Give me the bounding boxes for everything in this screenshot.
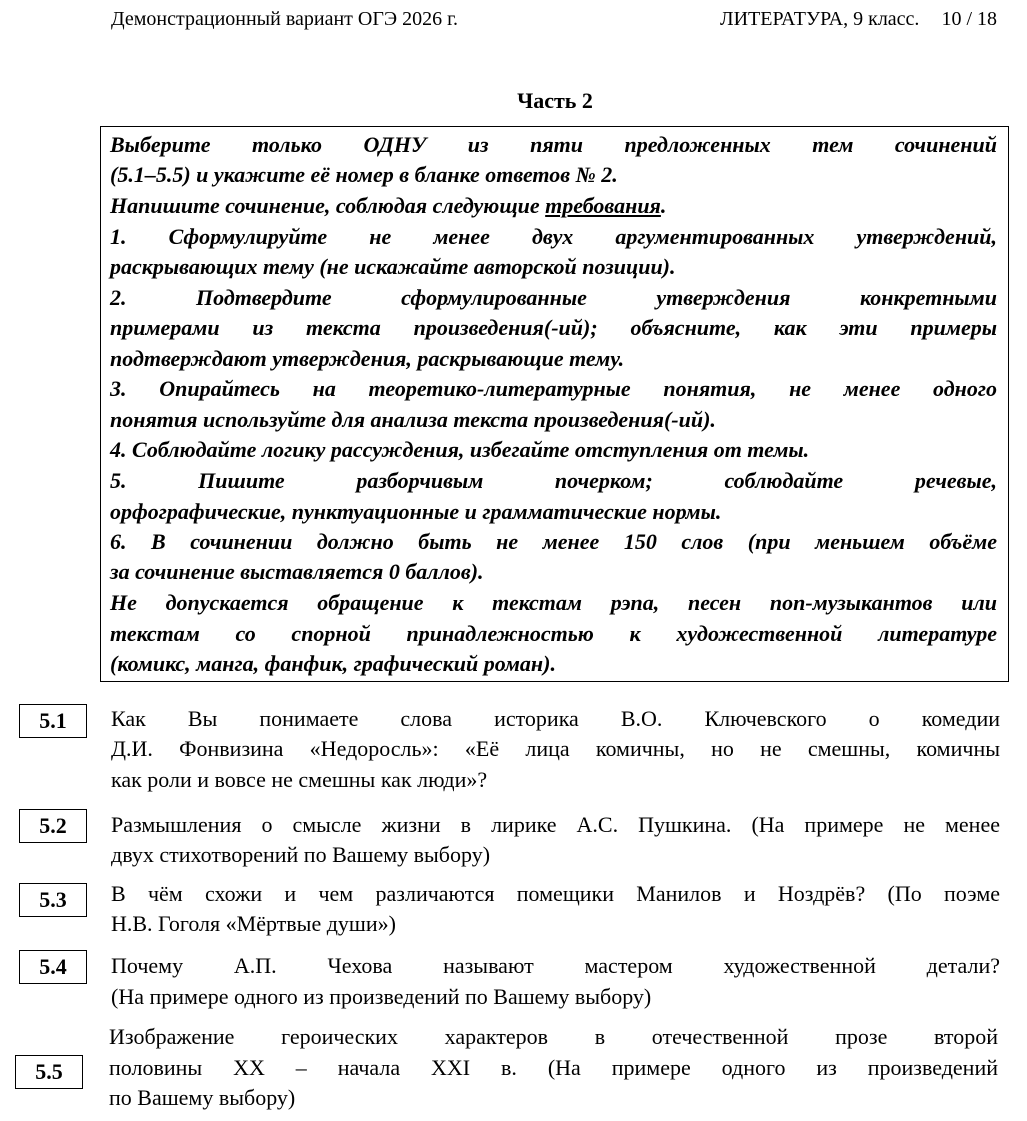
instruction-line: (комикс, манга, фанфик, графический роман). xyxy=(110,651,556,676)
instruction-line: 2. Подтвердите сформулированные утверждения конкретными xyxy=(110,285,997,310)
topic-number-box: 5.1 xyxy=(19,704,87,738)
part-title: Часть 2 xyxy=(517,88,593,113)
instruction-line: орфографические, пунктуационные и грамматические нормы. xyxy=(110,499,722,524)
instruction-line: раскрывающих тему (не искажайте авторской позиции). xyxy=(110,254,676,279)
page-number: 10 / 18 xyxy=(941,8,997,30)
instruction-line: текстам со спорной принадлежностью к художественной литературе xyxy=(110,621,997,646)
topic-number-box: 5.5 xyxy=(15,1055,83,1089)
topic-number-box: 5.4 xyxy=(19,950,87,984)
topic-text-line: как роли и вовсе не смешны как люди»? xyxy=(111,767,488,792)
header-subject-page xyxy=(720,8,997,31)
instruction-line: Выберите только ОДНУ из пяти предложенных тем сочинений xyxy=(110,132,997,157)
instruction-line: подтверждают утверждения, раскрывающие тему. xyxy=(110,346,625,371)
topic-text-line: по Вашему выбору) xyxy=(109,1085,296,1110)
topic-text-line: Размышления о смысле жизни в лирике А.С. Пушкина. (На примере не менее xyxy=(111,812,1000,837)
instruction-line: 4. Соблюдайте логику рассуждения, избегайте отступления от темы. xyxy=(110,437,810,462)
instruction-line: (5.1–5.5) и укажите её номер в бланке ответов № 2. xyxy=(110,162,618,187)
topic-text-line: (На примере одного из произведений по Вашему выбору) xyxy=(111,984,652,1009)
topic-text-line: двух стихотворений по Вашему выбору) xyxy=(111,842,491,867)
instruction-line: за сочинение выставляется 0 баллов). xyxy=(110,559,484,584)
instruction-line: 6. В сочинении должно быть не менее 150 слов (при меньшем объёме xyxy=(110,529,997,554)
instruction-line: понятия используйте для анализа текста произведения(-ий). xyxy=(110,407,716,432)
topic-text-line: Как Вы понимаете слова историка В.О. Ключевского о комедии xyxy=(111,706,1000,731)
topic-number-box: 5.2 xyxy=(19,809,87,843)
instruction-line xyxy=(110,191,997,221)
instruction-text: Напишите сочинение, соблюдая следующие xyxy=(110,193,546,218)
requirements-underlined: требования xyxy=(545,193,661,218)
topic-number-box: 5.3 xyxy=(19,883,87,917)
instruction-line: 3. Опирайтесь на теоретико-литературные понятия, не менее одного xyxy=(110,376,997,401)
instruction-line: 5. Пишите разборчивым почерком; соблюдайте речевые, xyxy=(110,468,997,493)
instruction-line: Не допускается обращение к текстам рэпа, песен поп-музыкантов или xyxy=(110,590,997,615)
topic-text-line: Почему А.П. Чехова называют мастером художественной детали? xyxy=(111,953,1000,978)
topic-text-line: Изображение героических характеров в отечественной прозе второй xyxy=(109,1024,998,1049)
instruction-line: примерами из текста произведения(-ий); объясните, как эти примеры xyxy=(110,315,997,340)
header-exam-title: Демонстрационный вариант ОГЭ 2026 г. xyxy=(111,8,459,30)
instruction-line: 1. Сформулируйте не менее двух аргументированных утверждений, xyxy=(110,224,997,249)
topic-text-line: половины XX – начала XXI в. (На примере одного из произведений xyxy=(109,1055,998,1080)
topic-text-line: В чём схожи и чем различаются помещики Манилов и Ноздрёв? (По поэме xyxy=(111,881,1000,906)
topic-text-line: Н.В. Гоголя «Мёртвые души») xyxy=(111,911,396,936)
topic-text-line: Д.И. Фонвизина «Недоросль»: «Её лица комичны, но не смешны, комичны xyxy=(111,736,1000,761)
header-subject: ЛИТЕРАТУРА, 9 класс. xyxy=(720,8,920,30)
instruction-text: . xyxy=(660,193,667,218)
